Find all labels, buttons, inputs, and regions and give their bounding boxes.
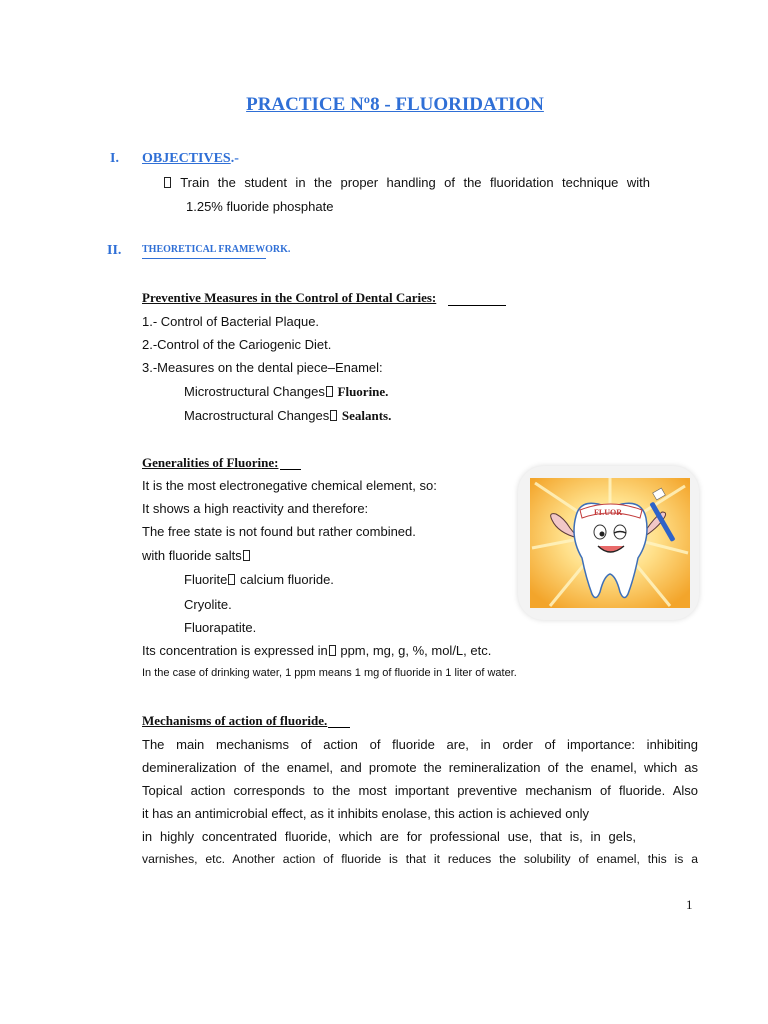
objectives-line-1-text: Train the student in the proper handling of the fluoridation technique with bbox=[180, 175, 650, 190]
generalities-heading-underline-tail bbox=[280, 469, 301, 470]
macro-changes-label: Macrostructural Changes bbox=[184, 408, 330, 423]
preventive-heading-text: Preventive Measures in the Control of Dental Caries: bbox=[142, 290, 437, 305]
concentration-units: ppm, mg, g, %, mol/L, etc. bbox=[340, 643, 492, 658]
mechanisms-heading-text: Mechanisms of action of fluoride. bbox=[142, 713, 328, 728]
preventive-item-1: 1.- Control of Bacterial Plaque. bbox=[142, 314, 320, 329]
micro-changes-label: Microstructural Changes bbox=[184, 384, 325, 399]
macro-changes bbox=[184, 408, 391, 424]
generalities-line-4 bbox=[142, 548, 251, 563]
arrow-glyph-icon bbox=[228, 574, 235, 585]
mechanisms-heading bbox=[142, 713, 327, 729]
framework-heading bbox=[142, 244, 290, 255]
preventive-item-3: 3.-Measures on the dental piece–Enamel: bbox=[142, 360, 383, 375]
macro-changes-value: Sealants. bbox=[341, 408, 392, 423]
generalities-line-3: The free state is not found but rather combined. bbox=[142, 524, 416, 539]
mechanisms-line-5: in highly concentrated fluoride, which are for professional use, that is, in gels, bbox=[142, 829, 636, 844]
fluorite-label: Fluorite bbox=[184, 572, 228, 587]
mechanisms-line-3: Topical action corresponds to the most important preventive mechanism of fluoride. Also bbox=[142, 783, 698, 798]
mechanisms-line-2: demineralization of the enamel, and promote the remineralization of the enamel, which as bbox=[142, 760, 698, 775]
page-title: PRACTICE Nº8 - FLUORIDATION bbox=[246, 94, 544, 115]
framework-heading-a: THEORETICAL FRAMEW bbox=[142, 244, 266, 255]
fluorite-line bbox=[184, 572, 334, 587]
mechanisms-line-6: varnishes, etc. Another action of fluoride is that it reduces the solubility of enamel, this is a bbox=[142, 852, 698, 866]
fluorapatite-line: Fluorapatite. bbox=[184, 620, 257, 635]
tooth-cartoon-image bbox=[530, 478, 690, 608]
framework-heading-b: ORK. bbox=[265, 244, 291, 255]
image-fluor-label: FLUOR bbox=[594, 508, 622, 517]
page-number: 1 bbox=[686, 897, 693, 912]
mechanisms-line-4: it has an antimicrobial effect, as it inhibits enolase, this action is achieved only bbox=[142, 806, 590, 821]
objectives-heading bbox=[142, 151, 239, 167]
generalities-line-2: It shows a high reactivity and therefore: bbox=[142, 501, 369, 516]
micro-changes-value: Fluorine. bbox=[337, 384, 389, 399]
framework-underline bbox=[142, 258, 266, 259]
mechanisms-heading-underline-tail bbox=[328, 727, 350, 728]
arrow-glyph-icon bbox=[329, 645, 336, 656]
section-numeral-ii: II. bbox=[107, 243, 122, 258]
preventive-heading bbox=[142, 290, 436, 306]
generalities-heading bbox=[142, 455, 278, 471]
objectives-line-1 bbox=[163, 175, 650, 190]
tooth-cartoon-icon bbox=[530, 478, 690, 608]
preventive-heading-underline-tail bbox=[448, 305, 506, 306]
arrow-glyph-icon bbox=[330, 410, 337, 421]
section-numeral-i: I. bbox=[110, 151, 119, 166]
generalities-heading-text: Generalities of Fluorine: bbox=[142, 455, 279, 470]
generalities-line-1: It is the most electronegative chemical element, so: bbox=[142, 478, 437, 493]
cryolite-line: Cryolite. bbox=[184, 597, 232, 612]
preventive-item-2: 2.-Control of the Cariogenic Diet. bbox=[142, 337, 332, 352]
objectives-line-2: 1.25% fluoride phosphate bbox=[186, 199, 334, 214]
micro-changes bbox=[184, 384, 388, 400]
mechanisms-line-1: The main mechanisms of action of fluoride are, in order of importance: inhibiting bbox=[142, 737, 698, 752]
concentration-line bbox=[142, 643, 491, 658]
fluorite-value: calcium fluoride. bbox=[239, 572, 334, 587]
concentration-label: Its concentration is expressed in bbox=[142, 643, 328, 658]
arrow-glyph-icon bbox=[243, 550, 250, 561]
arrow-glyph-icon bbox=[326, 386, 333, 397]
objectives-heading-text: OBJECTIVES bbox=[142, 151, 231, 166]
objectives-heading-suffix: .- bbox=[230, 151, 239, 166]
drinking-water-note: In the case of drinking water, 1 ppm means 1 mg of fluoride in 1 liter of water. bbox=[142, 667, 517, 679]
generalities-line-4-text: with fluoride salts bbox=[142, 548, 242, 563]
bullet-glyph-icon bbox=[164, 177, 171, 188]
